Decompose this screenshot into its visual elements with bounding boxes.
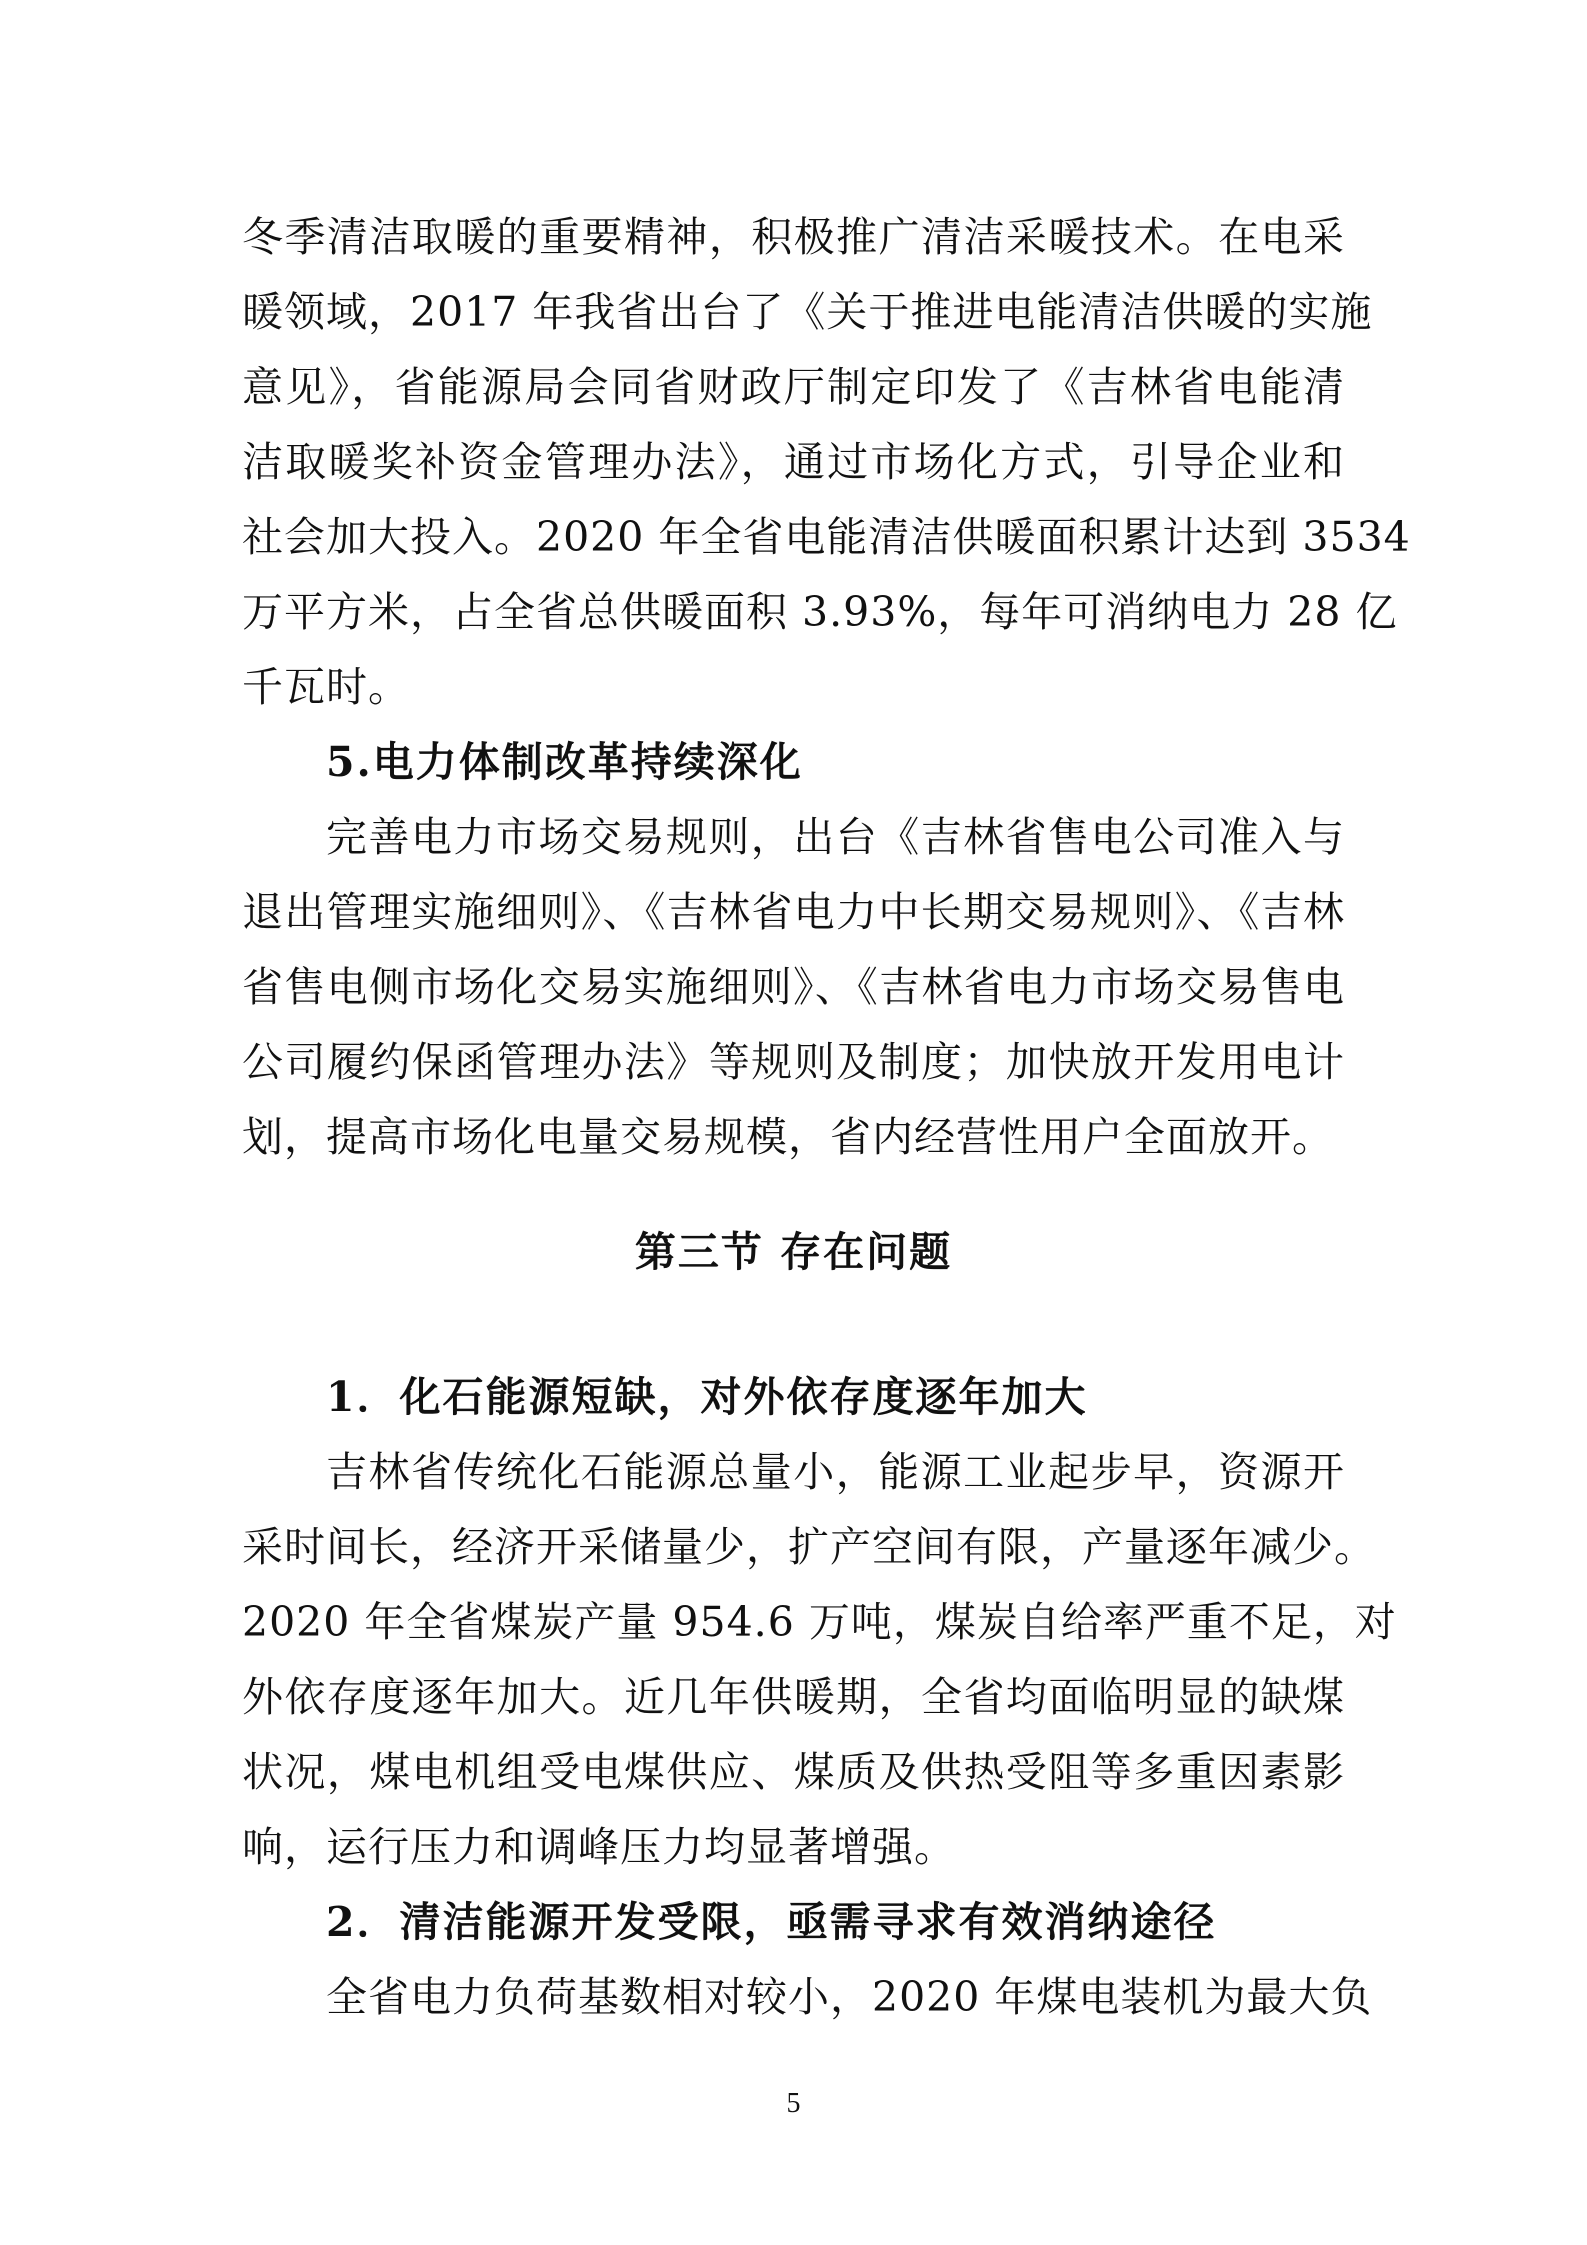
- page-number: 5: [786, 2088, 801, 2119]
- section-title: 第三节 存在问题: [634, 1228, 953, 1276]
- text-line: 社会加大投入。2020 年全省电能清洁供暖面积累计达到 3534: [242, 513, 1411, 561]
- text-line: 千瓦时。: [242, 663, 410, 711]
- subsection-heading: 2．清洁能源开发受限，亟需寻求有效消纳途径: [326, 1898, 1217, 1946]
- paragraph: [242, 1960, 1373, 2035]
- text-line: 退出管理实施细则》、《吉林省电力中长期交易规则》、《吉林: [242, 888, 1345, 936]
- text-line: 公司履约保函管理办法》等规则及制度；加快放开发用电计: [242, 1038, 1345, 1086]
- text-line: 洁取暖奖补资金管理办法》，通过市场化方式，引导企业和: [242, 438, 1345, 486]
- subsection-heading: 5.电力体制改革持续深化: [326, 738, 803, 786]
- text-line: 2020 年全省煤炭产量 954.6 万吨，煤炭自给率严重不足，对: [242, 1598, 1397, 1646]
- paragraph: [242, 200, 1411, 725]
- text-line: 意见》，省能源局会同省财政厅制定印发了《吉林省电能清: [242, 363, 1345, 411]
- paragraph: [242, 1435, 1397, 1885]
- text-line: 采时间长，经济开采储量少，扩产空间有限，产量逐年减少。: [242, 1523, 1376, 1571]
- paragraph: [242, 800, 1345, 1175]
- text-line: 划，提高市场化电量交易规模，省内经营性用户全面放开。: [242, 1113, 1334, 1161]
- text-line: 全省电力负荷基数相对较小，2020 年煤电装机为最大负: [326, 1973, 1373, 2021]
- text-line: 外依存度逐年加大。近几年供暖期，全省均面临明显的缺煤: [242, 1673, 1345, 1721]
- text-line: 暖领域，2017 年我省出台了《关于推进电能清洁供暖的实施: [242, 288, 1373, 336]
- text-line: 状况，煤电机组受电煤供应、煤质及供热受阻等多重因素影: [242, 1748, 1345, 1796]
- text-line: 响，运行压力和调峰压力均显著增强。: [242, 1823, 956, 1871]
- text-line: 省售电侧市场化交易实施细则》、《吉林省电力市场交易售电: [242, 963, 1345, 1011]
- text-line: 冬季清洁取暖的重要精神，积极推广清洁采暖技术。在电采: [242, 213, 1345, 261]
- text-line: 吉林省传统化石能源总量小，能源工业起步早，资源开: [326, 1448, 1345, 1496]
- document-page: [242, 200, 1411, 2035]
- subsection-heading: 1．化石能源短缺，对外依存度逐年加大: [326, 1373, 1088, 1421]
- text-line: 万平方米，占全省总供暖面积 3.93%，每年可消纳电力 28 亿: [242, 588, 1398, 636]
- text-line: 完善电力市场交易规则，出台《吉林省售电公司准入与: [326, 813, 1345, 861]
